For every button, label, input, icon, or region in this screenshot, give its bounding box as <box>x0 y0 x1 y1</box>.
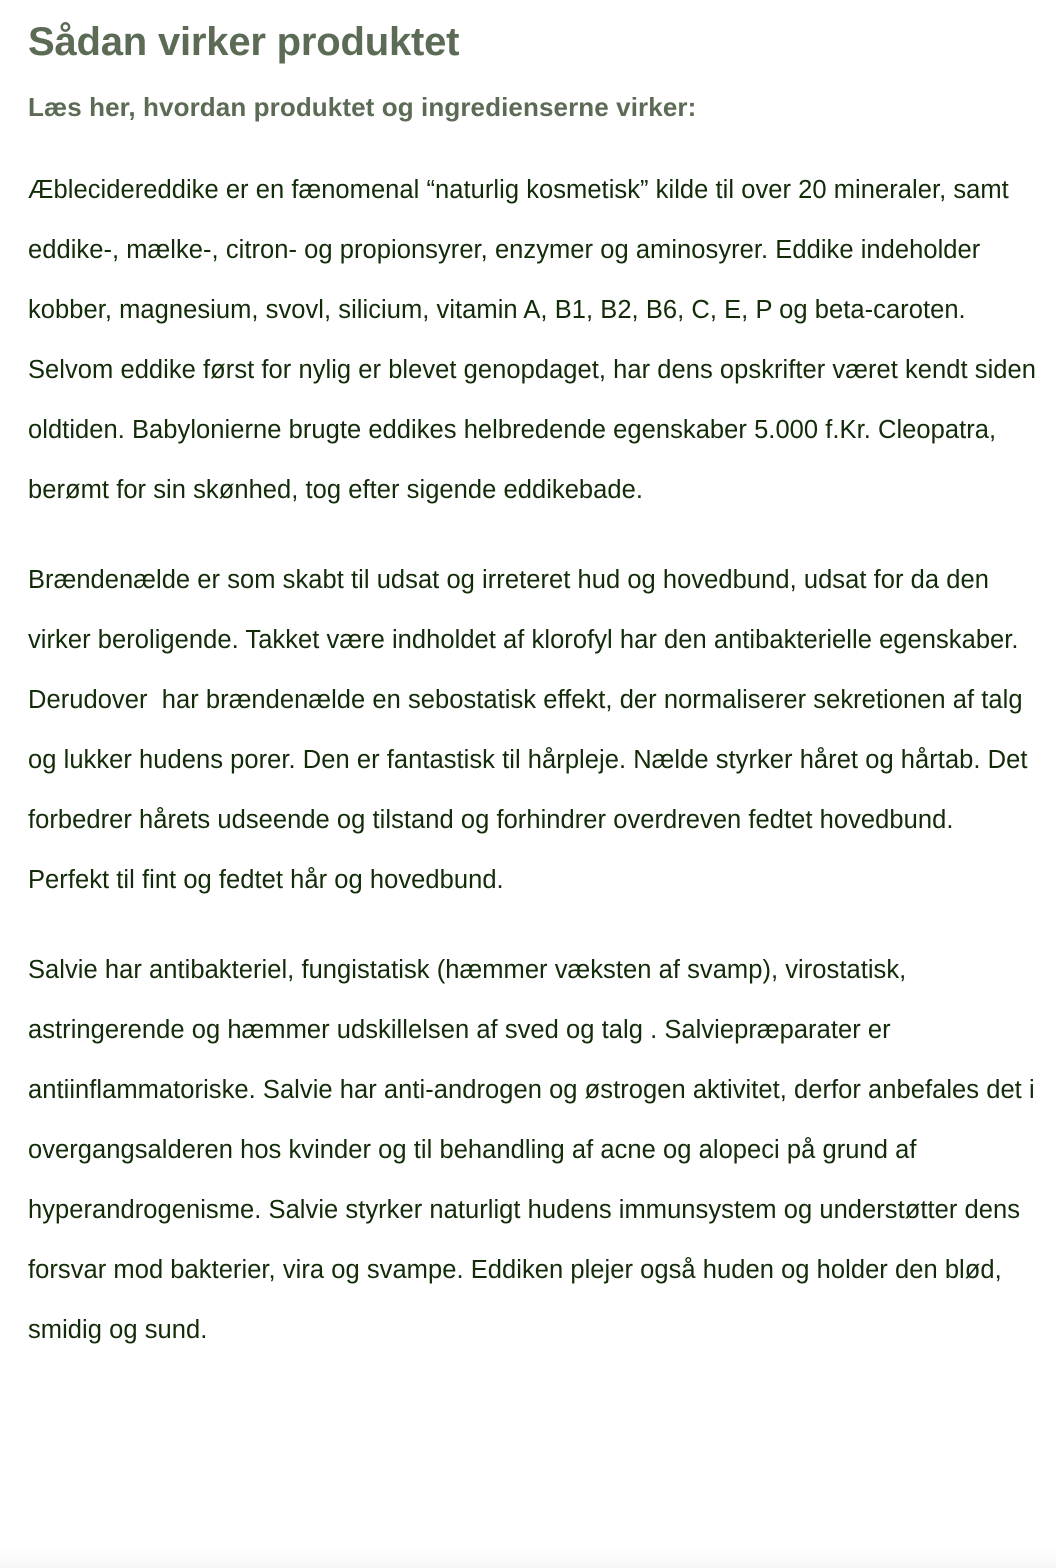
article-body <box>28 124 1044 1360</box>
paragraph-ingredient-nettle: Brændenælde er som skabt til udsat og irreteret hud og hovedbund, udsat for da den virker beroligende. Takket være indholdet af klorofyl har den antibakterielle egenskaber. Derudover har brændenælde en sebostatisk effekt, der normaliserer sekretionen af talg og lukker hudens porer. Den er fantastisk til hårpleje. Nælde styrker håret og hårtab. Det forbedrer hårets udseende og tilstand og forhindrer overdreven fedtet hovedbund. Perfekt til fint og fedtet hår og hovedbund. <box>28 566 1035 894</box>
article-content <box>28 0 1044 1360</box>
paragraph-ingredient-apple-cider-vinegar: Æblecidereddike er en fænomenal “naturlig kosmetisk” kilde til over 20 mineraler, samt eddike-, mælke-, citron- og propionsyrer, enzymer og aminosyrer. Eddike indeholder kobber, magnesium, svovl, silicium, vitamin A, B1, B2, B6, C, E, P og beta-caroten. Selvom eddike først for nylig er blevet genopdaget, har dens opskrifter været kendt siden oldtiden. Babylonierne brugte eddikes helbredende egenskaber 5.000 f.Kr. Cleopatra, berømt for sin skønhed, tog efter sigende eddikebade. <box>28 176 1044 504</box>
paragraph-ingredient-sage: Salvie har antibakteriel, fungistatisk (hæmmer væksten af svamp), virostatisk, astringerende og hæmmer udskillelsen af sved og talg . Salviepræparater er antiinflammatoriske. Salvie har anti-androgen og østrogen aktivitet, derfor anbefales det i overgangsalderen hos kvinder og til behandling af acne og alopeci på grund af hyperandrogenisme. Salvie styrker naturligt hudens immunsystem og understøtter dens forsvar mod bakterier, vira og svampe. Eddiken plejer også huden og holder den blød, smidig og sund. <box>28 956 1042 1344</box>
section-bottom-edge <box>0 1546 1056 1568</box>
page-title: Sådan virker produktet <box>28 20 460 64</box>
section-subtitle: Læs her, hvordan produktet og ingredienserne virker: <box>28 92 697 122</box>
